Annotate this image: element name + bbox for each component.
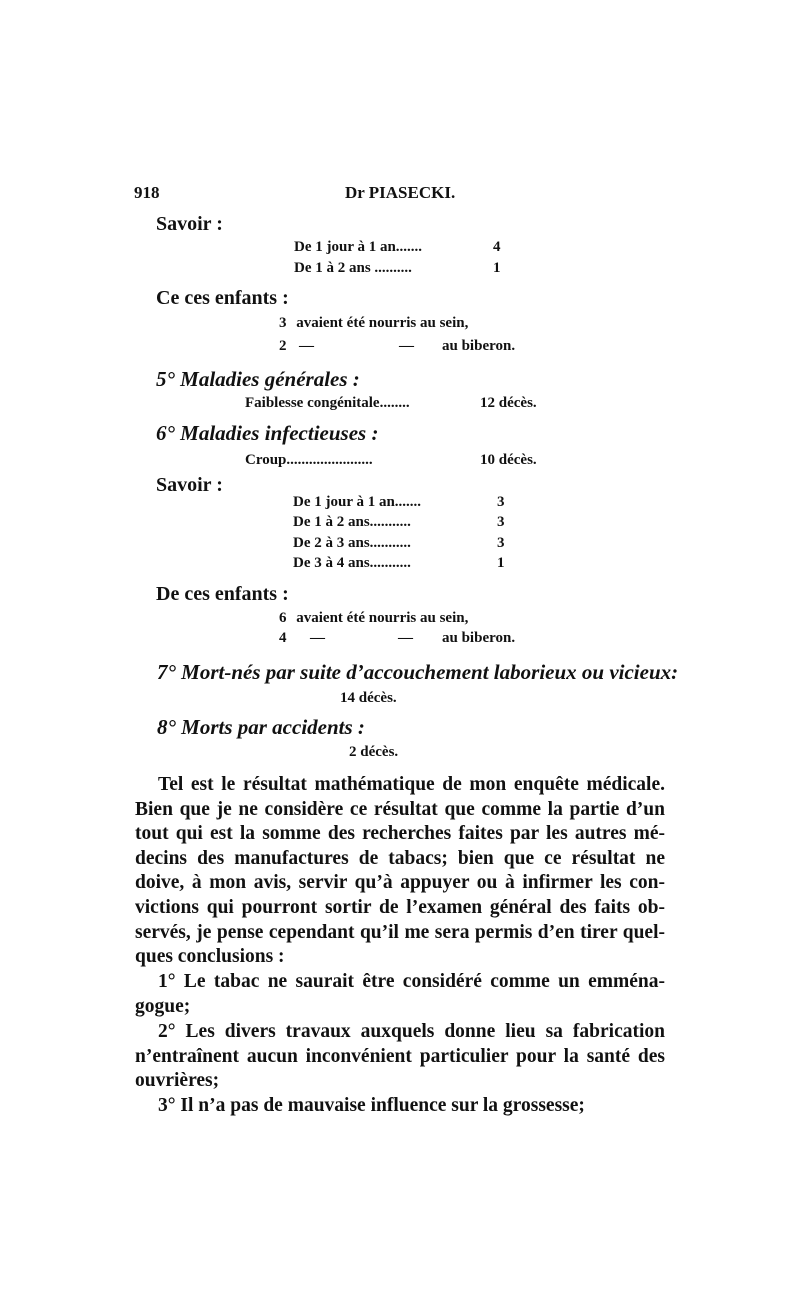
running-title: Dr PIASECKI.	[345, 183, 456, 202]
body-paragraph: Tel est le résultat mathématique de mon enquête médicale. Bien que je ne considère ce résultat que comme la partie d’un tout qui est la somme des recherches faites par les autres mé- decins des manufactures de tabacs; bien que ce résultat ne doive, à mon avis, servir qu’à appuyer ou à infirmer les con- victions qui pourront sortir de l’examen général des faits ob- servés, je pense cependant qu’il me sera permis d’en tirer quel- ques conclusions :	[135, 774, 665, 968]
feeding-row: 4 — — au biberon.	[279, 630, 516, 646]
conclusion-item-1: 1° Le tabac ne saurait être considéré comme un emména- gogue;	[135, 971, 665, 1017]
conclusion-item-2: 2° Les divers travaux auxquels donne lieu sa fabrication n’entraînent aucun inconvénient particulier pour la santé des ouvrières;	[135, 1021, 665, 1092]
feeding-row: 6 avaient été nourris au sein,	[279, 610, 469, 626]
section-5-heading: 5° Maladies générales :	[156, 367, 360, 391]
section-7-heading: 7° Mort-nés par suite d’accouchement laborieux ou vicieux:	[157, 660, 679, 684]
enfants-label-2: De ces enfants :	[156, 583, 289, 605]
age-row: De 1 à 2 ans........... 3	[293, 514, 505, 530]
section-6-heading: 6° Maladies infectieuses :	[156, 421, 379, 445]
section-8-heading: 8° Morts par accidents :	[157, 715, 365, 739]
section-6-line: Croup....................... 10 décès.	[245, 452, 537, 468]
feeding-row: 3 avaient été nourris au sein,	[279, 315, 469, 331]
enfants-label-1: Ce ces enfants :	[156, 287, 289, 309]
feeding-row: 2 — — au biberon.	[279, 338, 516, 354]
section-5-line: Faiblesse congénitale........ 12 décès.	[245, 395, 537, 411]
age-row: De 1 jour à 1 an....... 4	[294, 239, 501, 255]
page-number: 918	[134, 183, 160, 202]
section-7-value: 14 décès.	[340, 690, 397, 706]
section-8-value: 2 décès.	[349, 744, 399, 760]
age-row: De 2 à 3 ans........... 3	[293, 535, 505, 551]
savoir-label-2: Savoir :	[156, 474, 223, 496]
savoir-label-1: Savoir :	[156, 213, 223, 235]
conclusion-item-3: 3° Il n’a pas de mauvaise influence sur la grossesse;	[158, 1095, 585, 1116]
age-row: De 1 à 2 ans .......... 1	[294, 260, 501, 276]
age-row: De 3 à 4 ans........... 1	[293, 555, 505, 571]
age-row: De 1 jour à 1 an....... 3	[293, 494, 505, 510]
